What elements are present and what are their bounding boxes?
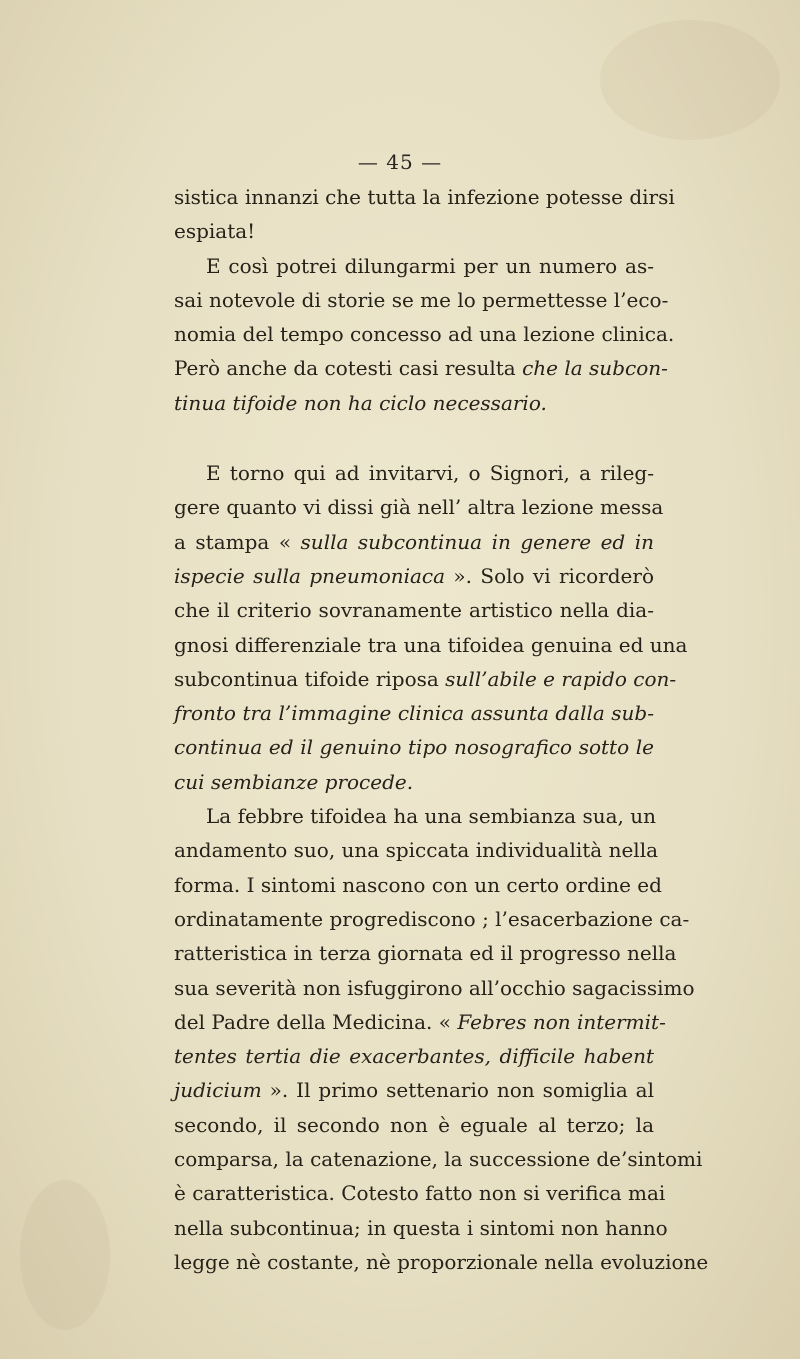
text-line — [174, 351, 668, 385]
text-line — [174, 1176, 666, 1210]
text-line — [174, 799, 654, 833]
text-line — [174, 1039, 654, 1073]
text-run: nella subcontinua; in questa i sintomi non hanno — [174, 1215, 668, 1240]
text-run: ordinatamente progrediscono ; l’esacerbazione ca- — [174, 906, 690, 931]
text-line — [174, 1108, 654, 1142]
italic-text: che la subcon- — [522, 356, 668, 381]
text-line — [174, 317, 675, 351]
text-line — [174, 593, 654, 627]
text-run: legge nè costante, nè proporzionale nella evoluzione — [174, 1249, 709, 1274]
text-line — [174, 1005, 666, 1039]
text-line — [174, 249, 654, 283]
text-run: secondo, il secondo non è eguale al terzo; la — [174, 1112, 654, 1137]
paragraph-2 — [174, 249, 675, 420]
italic-text: sull’abile e rapido con- — [445, 666, 677, 691]
text-line — [174, 971, 695, 1005]
italic-text: judicium — [174, 1078, 262, 1103]
text-line — [174, 1211, 668, 1245]
text-line — [174, 559, 654, 593]
italic-text: tentes tertia die exacerbantes, difficile habent — [174, 1044, 654, 1069]
text-run: forma. I sintomi nascono con un certo ordine ed — [174, 872, 662, 897]
text-line — [174, 525, 654, 559]
text-line — [174, 1073, 654, 1107]
paper-stain — [20, 1180, 110, 1330]
italic-text: fronto tra l’immagine clinica assunta dalla sub- — [174, 701, 654, 726]
body-text — [174, 180, 709, 1279]
text-run: andamento suo, una spiccata individualità nella — [174, 838, 659, 863]
text-run: che il criterio sovranamente artistico nella dia- — [174, 598, 654, 623]
italic-text: ispecie sulla pneumoniaca — [174, 563, 446, 588]
text-run: a stampa « — [174, 529, 301, 554]
italic-text: tinua tifoide non ha ciclo necessario. — [174, 390, 547, 415]
text-line — [174, 696, 654, 730]
paragraph-4 — [174, 799, 709, 1279]
paper-stain — [600, 20, 780, 140]
text-line — [174, 868, 662, 902]
text-run: sai notevole di storie se me lo permettesse l’eco- — [174, 287, 669, 312]
text-run: nomia del tempo concesso ad una lezione clinica. — [174, 322, 675, 347]
text-line — [174, 662, 677, 696]
text-run: subcontinua tifoide riposa — [174, 666, 446, 691]
paragraph-3 — [174, 456, 688, 799]
text-run: Però anche da cotesti casi resulta — [174, 356, 523, 381]
italic-text: Febres non intermit- — [457, 1009, 666, 1034]
paragraph-gap — [174, 420, 654, 456]
text-line — [174, 1245, 709, 1279]
text-line — [174, 833, 659, 867]
text-line — [174, 456, 654, 490]
text-run: ». Solo vi ricorderò — [445, 563, 654, 588]
text-run: E così potrei dilungarmi per un numero as- — [206, 253, 654, 278]
text-run: sua severità non isfuggirono all’occhio sagacissimo — [174, 975, 695, 1000]
italic-text: cui sembianze procede. — [174, 769, 414, 794]
text-run: La febbre tifoidea ha una sembianza sua, un — [206, 804, 656, 829]
text-line — [174, 628, 688, 662]
text-run: del Padre della Medicina. « — [174, 1009, 458, 1034]
text-run: ». Il primo settenario non somiglia al — [261, 1078, 654, 1103]
text-line — [174, 490, 664, 524]
text-run: gnosi differenziale tra una tifoidea genuina ed una — [174, 632, 688, 657]
italic-text: continua ed il genuino tipo nosografico sotto le — [174, 735, 654, 760]
text-line — [174, 283, 669, 317]
page-number: — 45 — — [357, 150, 443, 174]
text-line — [174, 180, 675, 214]
text-line — [174, 902, 690, 936]
text-run: comparsa, la catenazione, la successione de’sintomi — [174, 1147, 703, 1172]
text-line — [174, 214, 654, 248]
text-run: è caratteristica. Cotesto fatto non si verifica mai — [174, 1181, 666, 1206]
text-line — [174, 386, 654, 420]
text-line — [174, 765, 654, 799]
text-run: gere quanto vi dissi già nell’ altra lezione messa — [174, 495, 664, 520]
text-run: sistica innanzi che tutta la infezione potesse dirsi — [174, 185, 675, 209]
text-line — [174, 730, 654, 764]
paragraph-1 — [174, 180, 675, 249]
text-line — [174, 936, 677, 970]
text-run: E torno qui ad invitarvi, o Signori, a rileg- — [206, 461, 654, 486]
text-line — [174, 1142, 703, 1176]
text-run: ratteristica in terza giornata ed il progresso nella — [174, 941, 677, 966]
italic-text: sulla subcontinua in genere ed in — [300, 529, 654, 554]
text-run: espiata! — [174, 219, 256, 244]
